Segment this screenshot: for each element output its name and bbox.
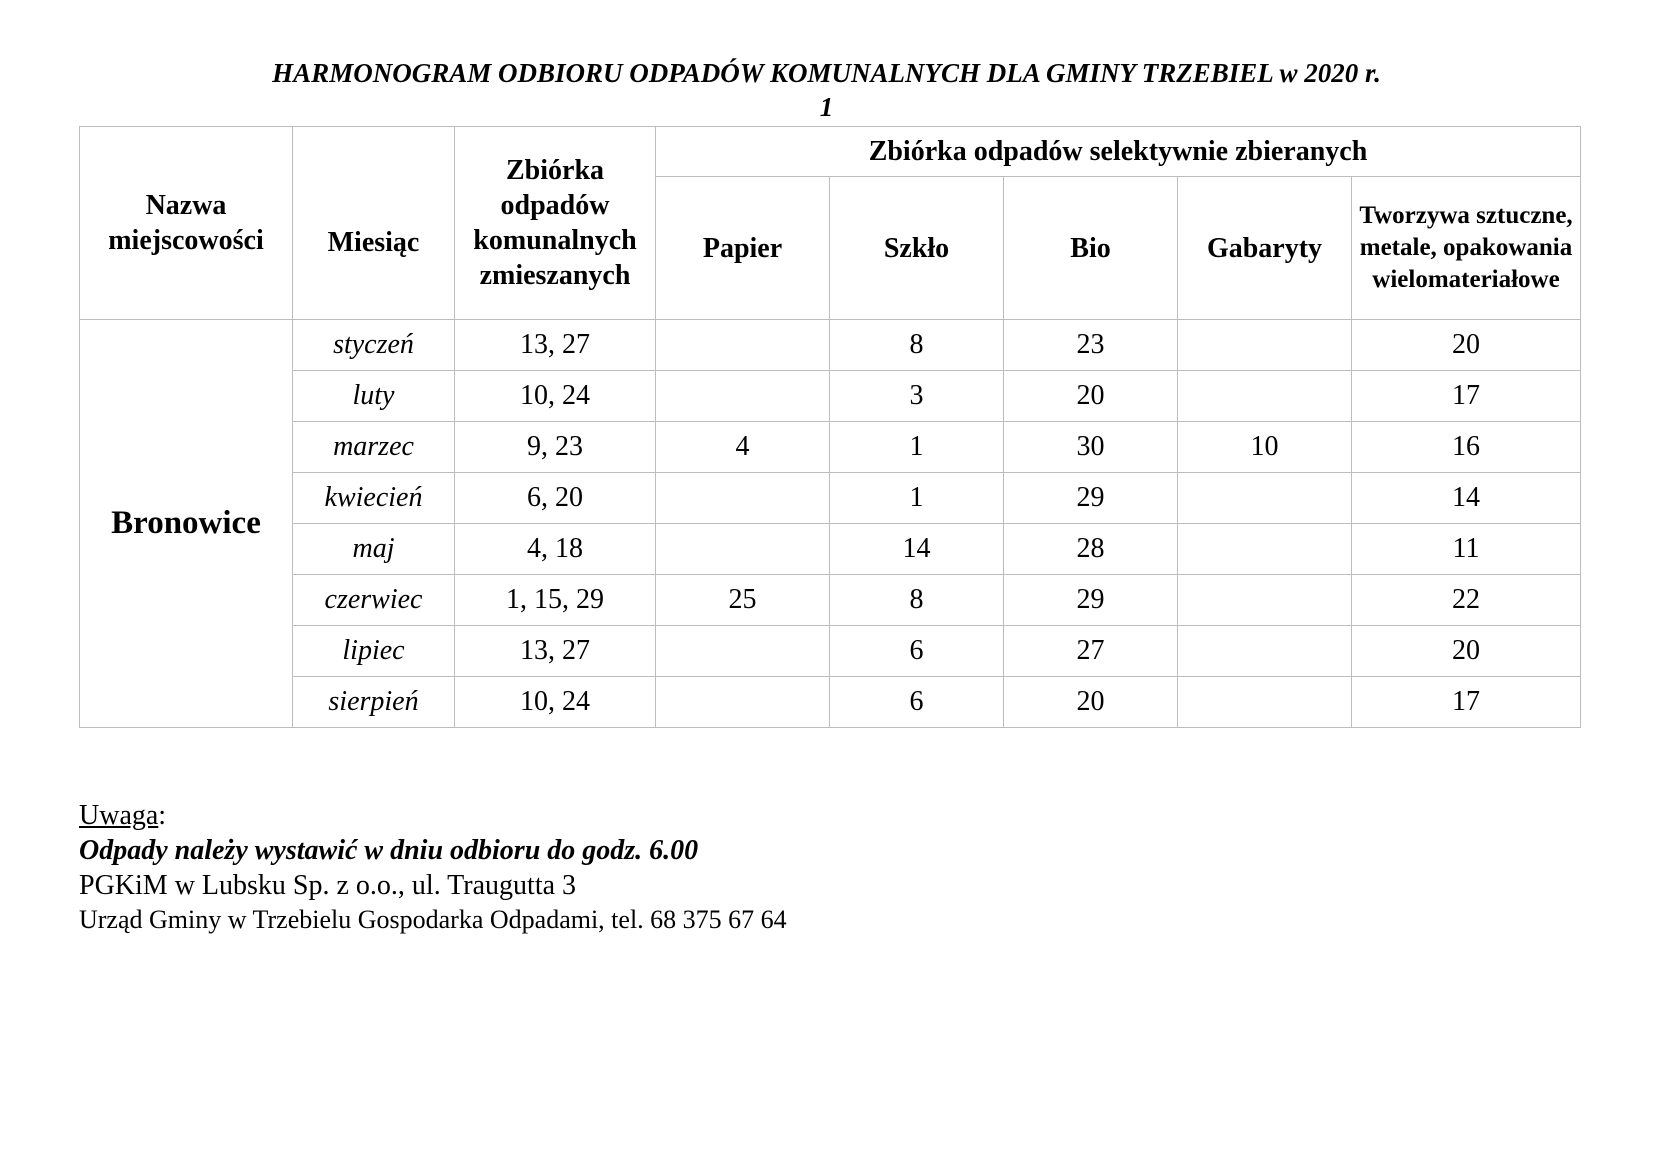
- cell-bio: 20: [1004, 371, 1178, 422]
- cell-bulky: [1178, 473, 1352, 524]
- cell-bulky: [1178, 371, 1352, 422]
- cell-plastics: 17: [1352, 677, 1581, 728]
- cell-mixed: 10, 24: [455, 677, 656, 728]
- cell-month: luty: [293, 371, 455, 422]
- cell-glass: 8: [830, 575, 1004, 626]
- cell-plastics: 20: [1352, 626, 1581, 677]
- cell-glass: 6: [830, 677, 1004, 728]
- cell-glass: 1: [830, 422, 1004, 473]
- cell-glass: 8: [830, 320, 1004, 371]
- cell-bio: 29: [1004, 473, 1178, 524]
- cell-bio: 23: [1004, 320, 1178, 371]
- header-place: Nazwa miejscowości: [80, 127, 293, 320]
- header-bio: Bio: [1004, 177, 1178, 320]
- cell-paper: 25: [656, 575, 830, 626]
- cell-paper: [656, 524, 830, 575]
- cell-mixed: 6, 20: [455, 473, 656, 524]
- note-company: PGKiM w Lubsku Sp. z o.o., ul. Traugutta 3: [79, 870, 577, 901]
- cell-mixed: 4, 18: [455, 524, 656, 575]
- cell-plastics: 20: [1352, 320, 1581, 371]
- cell-month: maj: [293, 524, 455, 575]
- cell-month: marzec: [293, 422, 455, 473]
- note-label-text: Uwaga: [79, 800, 159, 831]
- cell-plastics: 22: [1352, 575, 1581, 626]
- table-row: [80, 473, 1581, 524]
- header-bulky: Gabaryty: [1178, 177, 1352, 320]
- cell-month: sierpień: [293, 677, 455, 728]
- table-row: [80, 422, 1581, 473]
- cell-bulky: 10: [1178, 422, 1352, 473]
- cell-bio: 30: [1004, 422, 1178, 473]
- cell-paper: 4: [656, 422, 830, 473]
- cell-mixed: 13, 27: [455, 320, 656, 371]
- cell-month: czerwiec: [293, 575, 455, 626]
- cell-glass: 3: [830, 371, 1004, 422]
- table-row: [80, 626, 1581, 677]
- cell-month: styczeń: [293, 320, 455, 371]
- cell-bio: 27: [1004, 626, 1178, 677]
- cell-paper: [656, 677, 830, 728]
- note-label: [79, 800, 166, 832]
- cell-mixed: 1, 15, 29: [455, 575, 656, 626]
- cell-paper: [656, 371, 830, 422]
- cell-mixed: 13, 27: [455, 626, 656, 677]
- table-row: [80, 524, 1581, 575]
- header-mixed-waste: Zbiórka odpadów komunalnych zmieszanych: [455, 127, 656, 320]
- cell-plastics: 17: [1352, 371, 1581, 422]
- cell-plastics: 16: [1352, 422, 1581, 473]
- cell-bio: 28: [1004, 524, 1178, 575]
- cell-glass: 6: [830, 626, 1004, 677]
- table-row: [80, 575, 1581, 626]
- cell-mixed: 9, 23: [455, 422, 656, 473]
- table-row: [80, 320, 1581, 371]
- document-number: 1: [819, 92, 834, 122]
- cell-glass: 14: [830, 524, 1004, 575]
- cell-bulky: [1178, 524, 1352, 575]
- cell-paper: [656, 626, 830, 677]
- header-plastics: Tworzywa sztuczne, metale, opakowania wielomateriałowe: [1352, 177, 1581, 320]
- cell-month: lipiec: [293, 626, 455, 677]
- cell-bulky: [1178, 677, 1352, 728]
- header-glass: Szkło: [830, 177, 1004, 320]
- note-instruction: Odpady należy wystawić w dniu odbioru do godz. 6.00: [79, 835, 699, 866]
- cell-mixed: 10, 24: [455, 371, 656, 422]
- cell-month: kwiecień: [293, 473, 455, 524]
- cell-paper: [656, 473, 830, 524]
- document-title: HARMONOGRAM ODBIORU ODPADÓW KOMUNALNYCH DLA GMINY TRZEBIEL w 2020 r.: [272, 58, 1381, 88]
- schedule-table: [79, 126, 1581, 728]
- note-label-colon: :: [158, 800, 167, 831]
- table-row: [80, 677, 1581, 728]
- cell-plastics: 11: [1352, 524, 1581, 575]
- header-month: Miesiąc: [293, 127, 455, 320]
- header-paper: Papier: [656, 177, 830, 320]
- note-office-contact: Urząd Gminy w Trzebielu Gospodarka Odpadami, tel. 68 375 67 64: [79, 905, 787, 934]
- cell-plastics: 14: [1352, 473, 1581, 524]
- table-row: [80, 371, 1581, 422]
- cell-bio: 20: [1004, 677, 1178, 728]
- header-selective-waste: Zbiórka odpadów selektywnie zbieranych: [656, 127, 1581, 177]
- cell-bio: 29: [1004, 575, 1178, 626]
- cell-glass: 1: [830, 473, 1004, 524]
- cell-bulky: [1178, 575, 1352, 626]
- cell-paper: [656, 320, 830, 371]
- cell-bulky: [1178, 626, 1352, 677]
- cell-bulky: [1178, 320, 1352, 371]
- place-name: Bronowice: [80, 320, 293, 728]
